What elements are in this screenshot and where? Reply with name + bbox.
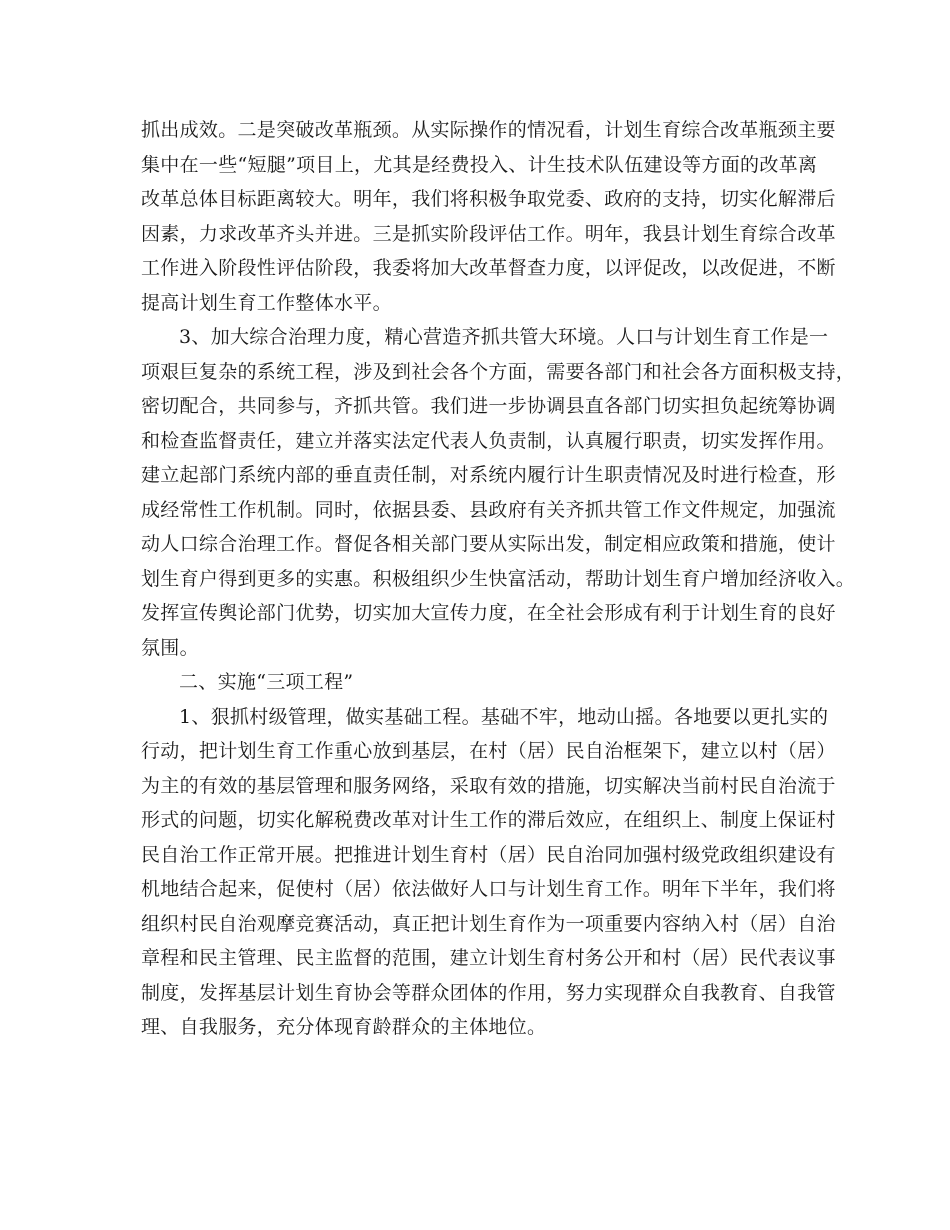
text-line: 和检查监督责任，建立并落实法定代表人负责制，认真履行职责，切实发挥作用。 (141, 429, 836, 452)
text-line: 组织村民自治观摩竞赛活动，真正把计划生育作为一项重要内容纳入村（居）自治 (141, 912, 836, 935)
text-line: 为主的有效的基层管理和服务网络，采取有效的措施，切实解决当前村民自治流于 (141, 774, 836, 797)
text-line: 制度，发挥基层计划生育协会等群众团体的作用，努力实现群众自我教育、自我管 (141, 981, 836, 1004)
text-line: 划生育户得到更多的实惠。积极组织少生快富活动，帮助计划生育户增加经济收入。 (141, 567, 856, 590)
text-line: 集中在一些“短腿”项目上，尤其是经费投入、计生技术队伍建设等方面的改革离 (141, 153, 818, 176)
text-line: 项艰巨复杂的系统工程，涉及到社会各个方面，需要各部门和社会各方面积极支持， (141, 360, 856, 383)
text-line: 理、自我服务，充分体现育龄群众的主体地位。 (141, 1016, 547, 1038)
text-line: 密切配合，共同参与，齐抓共管。我们进一步协调县直各部门切实担负起统筹协调 (141, 395, 836, 417)
text-line: 形式的问题，切实化解税费改革对计生工作的滞后效应，在组织上、制度上保证村 (141, 809, 836, 831)
text-line: 氛围。 (141, 636, 199, 659)
text-line: 建立起部门系统内部的垂直责任制，对系统内履行计生职责情况及时进行检查，形 (141, 464, 836, 486)
text-line: 改革总体目标距离较大。明年，我们将积极争取党委、政府的支持，切实化解滞后 (141, 188, 836, 210)
text-line: 抓出成效。二是突破改革瓶颈。从实际操作的情况看，计划生育综合改革瓶颈主要 (141, 119, 836, 141)
text-line: 工作进入阶段性评估阶段，我委将加大改革督查力度，以评促改，以改促进，不断 (141, 257, 836, 279)
paragraph-start-line: 1、狠抓村级管理，做实基础工程。基础不牢，地动山摇。各地要以更扎实的 (179, 705, 829, 728)
paragraph-start-line: 3、加大综合治理力度，精心营造齐抓共管大环境。人口与计划生育工作是一 (179, 326, 829, 348)
text-line: 发挥宣传舆论部门优势，切实加大宣传力度，在全社会形成有利于计划生育的良好 (141, 602, 836, 624)
text-line: 提高计划生育工作整体水平。 (141, 291, 392, 314)
text-line: 成经常性工作机制。同时，依据县委、县政府有关齐抓共管工作文件规定，加强流 (141, 498, 836, 521)
section-heading: 二、实施“三项工程” (179, 671, 354, 693)
text-line: 行动，把计划生育工作重心放到基层，在村（居）民自治框架下，建立以村（居） (141, 740, 836, 762)
text-line: 民自治工作正常开展。把推进计划生育村（居）民自治同加强村级党政组织建设有 (141, 843, 836, 866)
text-line: 章程和民主管理、民主监督的范围，建立计划生育村务公开和村（居）民代表议事 (141, 947, 836, 969)
text-line: 机地结合起来，促使村（居）依法做好人口与计划生育工作。明年下半年，我们将 (141, 878, 836, 900)
body-text (141, 113, 856, 1045)
text-line: 因素，力求改革齐头并进。三是抓实阶段评估工作。明年，我县计划生育综合改革 (141, 222, 836, 245)
text-line: 动人口综合治理工作。督促各相关部门要从实际出发，制定相应政策和措施，使计 (141, 533, 836, 555)
